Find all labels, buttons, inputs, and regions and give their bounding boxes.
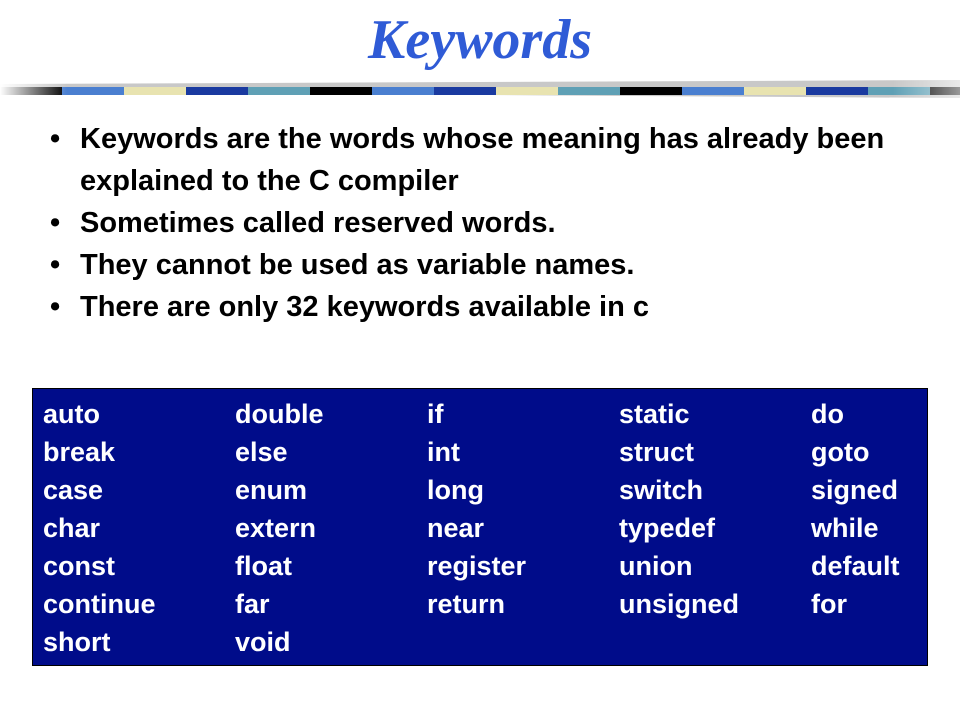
keyword-cell: signed: [811, 475, 899, 505]
keyword-cell: double: [235, 399, 324, 429]
bullet-text: Sometimes called reserved words.: [80, 207, 556, 239]
bullet-text: There are only 32 keywords available in c: [80, 291, 649, 323]
keyword-cell: far: [235, 589, 270, 619]
keyword-cell: register: [427, 551, 527, 581]
keyword-cell: near: [427, 513, 485, 543]
keyword-cell: else: [235, 437, 288, 467]
keyword-cell: default: [811, 551, 900, 581]
keyword-cell: extern: [235, 513, 317, 543]
keyword-cell: goto: [811, 437, 870, 467]
keyword-cell: [427, 623, 619, 661]
keyword-cell: union: [619, 551, 693, 581]
keyword-cell: short: [43, 627, 111, 657]
bullet-item: [50, 118, 930, 202]
bullet-text: They cannot be used as variable names.: [80, 249, 635, 281]
keywords-table: [32, 388, 928, 666]
keyword-cell: case: [43, 475, 104, 505]
decorative-divider-bar: [0, 78, 960, 102]
keyword-cell: break: [43, 437, 116, 467]
keyword-cell: static: [619, 399, 690, 429]
keyword-cell: struct: [619, 437, 695, 467]
keyword-cell: [811, 623, 931, 661]
keyword-cell: float: [235, 551, 292, 581]
bullet-dot: •: [50, 291, 61, 323]
slide-title: Keywords: [368, 9, 592, 71]
bullet-dot: •: [50, 207, 61, 239]
keyword-cell: continue: [43, 589, 156, 619]
bullet-dot: •: [50, 249, 61, 281]
keyword-cell: for: [811, 589, 847, 619]
bullet-item: [50, 286, 930, 328]
keyword-cell: char: [43, 513, 101, 543]
keyword-cell: auto: [43, 399, 100, 429]
keyword-cell: typedef: [619, 513, 716, 543]
keyword-cell: enum: [235, 475, 308, 505]
keyword-cell: void: [235, 627, 291, 657]
bullet-list: [50, 118, 930, 328]
keywords-grid: [43, 395, 931, 661]
keyword-cell: do: [811, 399, 844, 429]
bullet-item: [50, 244, 930, 286]
keyword-cell: switch: [619, 475, 704, 505]
keyword-cell: unsigned: [619, 589, 739, 619]
keyword-cell: return: [427, 589, 506, 619]
keyword-cell: [619, 623, 811, 661]
bullet-text: Keywords are the words whose meaning has already been explained to the C compiler: [80, 123, 885, 197]
keyword-cell: int: [427, 437, 460, 467]
bullet-dot: •: [50, 123, 61, 155]
keyword-cell: if: [427, 399, 444, 429]
keyword-cell: long: [427, 475, 484, 505]
keyword-cell: const: [43, 551, 116, 581]
bullet-item: [50, 202, 930, 244]
keyword-cell: while: [811, 513, 879, 543]
